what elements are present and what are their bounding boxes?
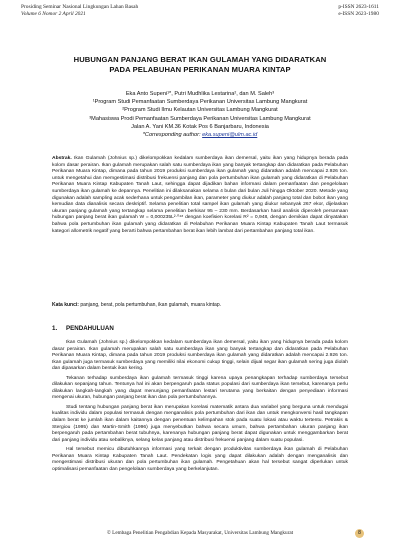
issn-info [338,4,379,18]
section-title: PENDAHULUAN [66,325,114,332]
abstract [52,156,348,235]
keywords-label: Kata kunci: [52,302,79,308]
journal-info [21,4,138,18]
body-text [52,340,348,476]
paragraph-3: Studi tentang hubungan panjang berat ikan merupakan korelasi matematik antara dua variabel yang berguna untuk mendugai kualitas individu dalam populasi termasuk dengan menganalisis pola pertumbuhan dari ikan dan untuk mengkonversi hasil tangkapan dalam berat ke jumlah ikan dalam kaitannya dengan penentuan kelimpahan stok pada suatu lokasi atau waktu tertentu. Petrakis & Stergiou (1995) dan Martin-Smith (1996) juga menyebutkan bahwa secara umum, bahwa pertambahan ukuran panjang ikan berpengaruh pada pertambahan berat tubuhnya, karenanya hubungan panjang berat dapat digunakan untuk menggambarkan berat dari panjang individu atau sebaliknya, selang kelas panjang atau distribusi frekuensi panjang dalam suatu populasi. [52,404,348,443]
paragraph-1: Ikan Gulamah (Johnius sp.) dikelompokkan kedalam sumberdaya ikan demersal, yaitu ikan yang hidupnya berada pada kolom dasar perairan. Ikan gulamah merupakan salah satu sumberdaya ikan yang banyak tertangkap dan didaratkan pada Pelabuhan Perikanan Muara Kintap, dimana pada tahun 2019 produksi sumberdaya ikan gulamah yang didaratkan adalah mencapai 2.926 ton. Ikan gulamah juga termasuk sumberdaya yang memiliki nilai ekonomi cukup tinggi, selain dijual segar ikan gulamah sering juga diolah dan dipasarkan dalam bentuk ikan kering. [52,340,348,372]
title-line-2: PADA PELABUHAN PERIKANAN MUARA KINTAP [109,65,291,74]
e-issn: e-ISSN 2623-1980 [338,11,379,17]
address: Jalan A. Yani KM.36 Kotak Pos 6 Banjarbaru, Indonesia [131,123,269,130]
section-number: 1. [52,325,58,332]
journal-name: Prosiding Seminar Nasional Lingkungan Lahan Basah [21,4,139,10]
p-issn: p-ISSN 2623-1611 [338,4,379,10]
affiliation-2: ²Program Studi Ilmu Kelautan Universitas Lambung Mangkurat [122,107,278,114]
abstract-text: Ikan Gulamah (Johnius sp.) dikelompokkan kedalam sumberdaya ikan demersal, yaitu ikan yang hidupnya berada pada kolom dasar perairan. Ikan gulamah merupakan salah satu sumberdaya ikan yang banyak tertangkap dan didaratkan pada Pelabuhan Perikanan Muara Kintap, dimana pada tahun 2019 produksi sumberdaya ikan gulamah yang didaratkan adalah mencapai 2.926 ton. untuk mengetahui dan memgestimasi distribusi frekuensi panjang dan pola pertumbuhan ikan gulamah yang didaratkan di Pelabuhan Perikanan Muara Kintap Kabupaten Tanah Laut, sehingga dapat dijadikan bahan informasi dalam pemanfaatan dan pengelolaan sumberdaya ikan gulamah ke depannya. Penelitian ini dilaksanakan selama 4 bulan dari bulan Juli hingga Oktober 2020. Metode yang digunakan adalah sampling acak sederhana untuk pengambilan ikan, parameter yang diukur adalah panjang total dan bobot ikan yang kemudian data dianalisis secara deskriptif. Selama penelitian total sampel ikan gulamah yang diukur sebanyak 267 ekor, dijelaskan ukuran panjang gulamah yang tertangkap selama penelitian berkisar 95 – 230 mm. Berdasarkan hasil analisis diperoleh persamaan hubungan panjang berat ikan gulamah W = 0,000235L²·⁰⁴⁸ dengan koefisien korelasi R² = 0,948, dengan demikian dapat dinyatakan bahwa pola pertumbuhan ikan gulamah yang didaratkan di Pelabuhan Perikanan Muara Kintap Kabupaten Tanah Laut termasuk kategori allometrik negatif yang berarti bahwa pertambahan berat ikan lebih lambat dari pertambahan panjang total ikan. [52,156,348,234]
journal-volume: Volume 6 Nomor 2 April 2021 [21,11,86,17]
author-names: Eka Anto Supeni¹*, Putri Mudhlika Lestarina², dan M. Saleh³ [125,91,275,97]
page-number: 8 [355,529,364,538]
corr-label: *Corresponding author: [142,132,201,139]
paragraph-4: Hal tersebut memicu dibutuhkannya informasi yang terkait dengan produktivitas sumberdaya ikan gulamah di Pelabuhan Perikanan Muara Kintap Kabupaten Tanah Laut. Pendekatan logis yang dapat dilakukan adalah dengan menganalisis dan mengestimasi distribusi ukuran dan pola pertumbuhan ikan gulamah. Pengetahuan akan hal tersebut sangat diperlukan untuk optimalisasi pemanfaatan dan pengelolaan sumberdaya yang berkelanjutan. [52,447,348,472]
corresponding-author [40,131,360,139]
abstract-label: Abstrak. [52,156,72,161]
corr-email-link[interactable]: eka.supeni@ulm.ac.id [202,132,258,139]
paragraph-2: Tekanan terhadap sumberdaya ikan gulamah termasuk tinggi karena upaya penangkapan terhadap sumberdaya tersebut dilakukan sepanjang tahun. Tentunya hal ini akan berpengaruh pada status populasi dari sumberdaya ikan tersebut, karenanya perlu dilakukan langkah-langkah yang dapat menunjang pemanfaatan lestari terutama yang berkaitan dengan penyediaan informasi mengenai ukuran, hubungan panjang berat ikan dan pola pertumbuhannya. [52,375,348,401]
paper-title [40,55,360,75]
page-footer: © Lembaga Penelitian Pengabdian Kepada Masyarakat, Universitas Lambung Mangkurat [106,530,294,536]
keywords-text: panjang, berat, pola pertumbuhan, ikan gulamah, muara kintap. [80,302,221,308]
affiliation-1: ¹Program Studi Pemanfaatan Sumberdaya Perikanan Universitas Lambung Mangkurat [92,99,308,106]
affiliation-3: ³Mahasiswa Prodi Pemanfaatan Sumberdaya Perikanan Universitas Lambung Mangkurat [89,115,311,122]
section-heading [52,325,114,332]
keywords [52,302,348,309]
author-block [40,90,360,139]
title-line-1: HUBUNGAN PANJANG BERAT IKAN GULAMAH YANG DIDARATKAN [73,55,327,64]
